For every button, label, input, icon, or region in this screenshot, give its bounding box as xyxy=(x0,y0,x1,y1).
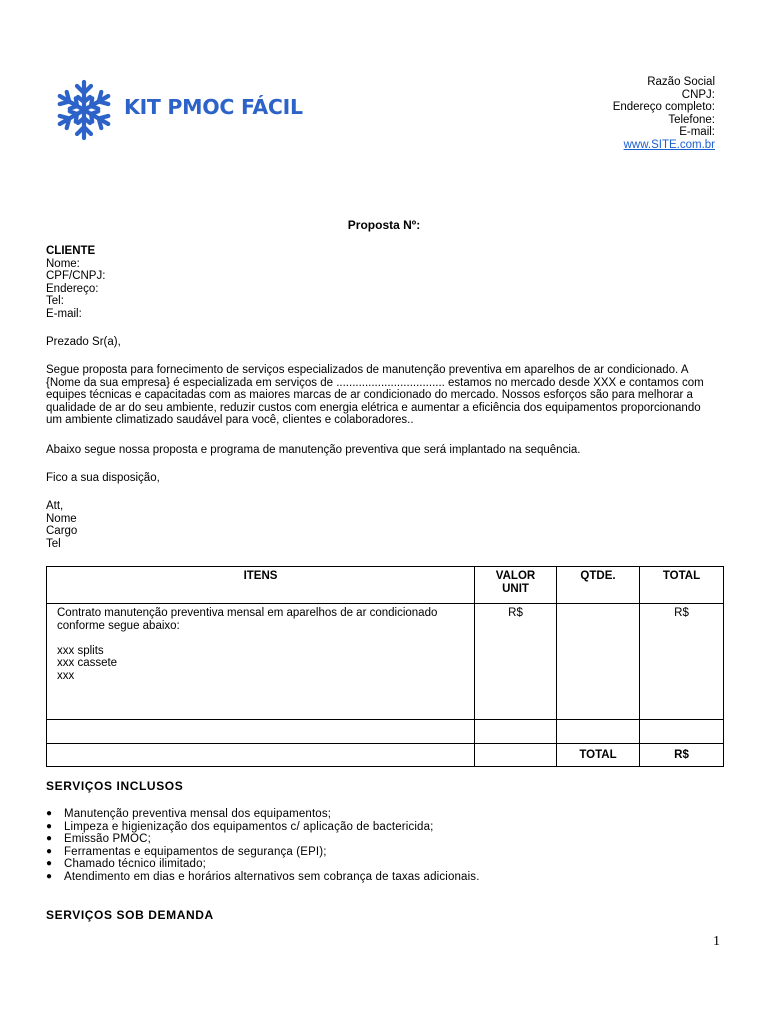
header-valor-unit: VALOR UNIT xyxy=(475,567,557,604)
header-total: TOTAL xyxy=(640,567,724,604)
item-cassete: xxx cassete xyxy=(57,657,118,670)
snowflake-icon xyxy=(52,78,116,142)
website-link[interactable]: www.SITE.com.br xyxy=(623,138,715,151)
header-qtde: QTDE. xyxy=(557,567,640,604)
item-qtde xyxy=(557,604,640,720)
total-value: R$ xyxy=(640,744,724,767)
intro-line: um ambiente climatizado saudável para você, clientes e colaboradores.. xyxy=(46,414,414,427)
proposal-title: Proposta Nº: xyxy=(347,218,421,232)
item-total: R$ xyxy=(640,604,724,720)
company-info xyxy=(613,76,715,152)
intro-line: {Nome da sua empresa} é especializada em serviços de .................................. estamos no mercado desde XXX e contamos com xyxy=(46,376,704,389)
greeting: Prezado Sr(a), xyxy=(46,336,121,348)
company-logo xyxy=(52,78,302,142)
table-total-row xyxy=(47,744,724,767)
bullet-icon: ● xyxy=(46,820,53,832)
program-paragraph: Abaixo segue nossa proposta e programa de manutenção preventiva que será implantado na sequência. xyxy=(46,444,581,456)
signature-role: Cargo xyxy=(46,525,78,538)
list-item: ● Manutenção preventiva mensal dos equipamentos; xyxy=(46,808,332,820)
item-splits: xxx splits xyxy=(57,644,104,657)
intro-paragraph xyxy=(46,364,726,427)
bullet-icon: ● xyxy=(46,808,53,819)
item-description: Contrato manutenção preventiva mensal em aparelhos de ar condicionado conforme segue abaixo: xxx splits xxx cassete xxx xyxy=(47,604,475,720)
client-field-tel: Tel: xyxy=(46,295,64,308)
list-item: ● Chamado técnico ilimitado; xyxy=(46,858,206,871)
page-number: 1 xyxy=(713,934,720,949)
services-included-title: SERVIÇOS INCLUSOS xyxy=(46,779,184,793)
company-phone: Telefone: xyxy=(668,113,715,126)
table-row xyxy=(47,604,724,720)
bullet-icon: ● xyxy=(46,845,53,857)
items-table xyxy=(46,566,724,767)
services-on-demand-title: SERVIÇOS SOB DEMANDA xyxy=(46,908,214,922)
services-included-list xyxy=(46,808,480,884)
company-cnpj: CNPJ: xyxy=(681,88,715,101)
list-item: ● Limpeza e higienização dos equipamentos c/ aplicação de bactericida; xyxy=(46,820,434,833)
list-item: ● Emissão PMOC; xyxy=(46,833,151,846)
client-field-name: Nome: xyxy=(46,257,80,270)
client-field-email: E-mail: xyxy=(46,307,82,320)
intro-line: equipes técnicas e capacitadas com as maiores marcas de ar condicionado do mercado. Nossos esforços são para melhorar a xyxy=(46,389,693,402)
signature-att: Att, xyxy=(46,500,64,512)
signature-tel: Tel xyxy=(46,537,61,550)
list-item: ● Ferramentas e equipamentos de segurança (EPI); xyxy=(46,845,327,858)
list-item: ● Atendimento em dias e horários alternativos sem cobrança de taxas adicionais. xyxy=(46,870,480,883)
company-email: E-mail: xyxy=(679,126,715,139)
table-row-empty xyxy=(47,720,724,744)
item-valor-unit: R$ xyxy=(475,604,557,720)
client-field-cpf-cnpj: CPF/CNPJ: xyxy=(46,270,106,283)
signature-name: Nome xyxy=(46,512,77,525)
closing-line: Fico a sua disposição, xyxy=(46,472,160,484)
bullet-icon: ● xyxy=(46,833,53,845)
client-field-address: Endereço: xyxy=(46,282,99,295)
client-block xyxy=(46,245,105,321)
total-label: TOTAL xyxy=(557,744,640,767)
logo-text: KIT PMOC FÁCIL xyxy=(124,95,303,119)
signature-block xyxy=(46,500,726,550)
intro-line: qualidade de ar do seu ambiente, reduzir custos com energia elétrica e aumentar a eficiência dos equipamentos proporcionando xyxy=(46,401,701,414)
header-itens: ITENS xyxy=(47,567,475,604)
item-other: xxx xyxy=(57,669,75,682)
bullet-icon: ● xyxy=(46,870,53,882)
client-heading: CLIENTE xyxy=(46,245,96,257)
bullet-icon: ● xyxy=(46,858,53,870)
company-address: Endereço completo: xyxy=(612,101,715,114)
table-header-row xyxy=(47,567,724,604)
intro-line: Segue proposta para fornecimento de serviços especializados de manutenção preventiva em aparelhos de ar condicionado. A xyxy=(46,364,689,376)
company-razao-social: Razão Social xyxy=(647,76,715,88)
